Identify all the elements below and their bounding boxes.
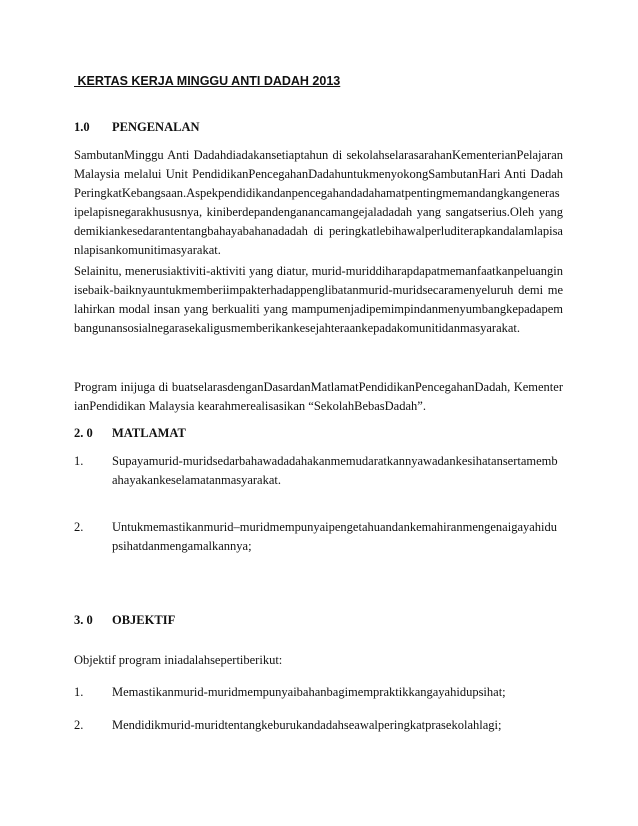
section-title: PENGENALAN [112, 120, 200, 134]
section-number: 2. 0 [74, 426, 93, 440]
paragraph-objektif-intro: Objektif program iniadalahsepertiberikut: [74, 653, 283, 667]
list-item-number: 2. [74, 520, 84, 534]
section-title: MATLAMAT [112, 426, 186, 440]
section-number: 3. 0 [74, 613, 93, 627]
list-item-number: 1. [74, 685, 84, 699]
paragraph-pengenalan-2: Selainitu, menerusiaktiviti-aktiviti yang diatur, murid-muriddiharapdapatmemanfaatkanpeluanginisebaik-baiknyauntukmemberiimpakterhadappenglibatanmurid-muridsecaramenyeluruh demi melahirkan modal insan yang berkualiti yang mampumenjadipemimpindanmenyumbangkepadapembangunansosialnegarasekaligusmemberikankesejahteraankepadakomunitidanmasyarakat. [74, 264, 563, 335]
list-item-number: 2. [74, 718, 84, 732]
list-item-number: 1. [74, 454, 84, 468]
section-heading-matlamat [74, 424, 186, 443]
section-title: OBJEKTIF [112, 613, 176, 627]
list-item-text: Mendidikmurid-muridtentangkeburukandadahseawalperingkatprasekolahlagi; [112, 718, 502, 732]
paragraph-pengenalan-1: SambutanMinggu Anti Dadahdiadakansetiaptahun di sekolahselarasarahanKementerianPelajaran Malaysia melalui Unit PendidikanPencegahanDadahuntukmenyokongSambutanHari Anti DadahPeringkatKebangsaan.Aspekpendidikandanpencegahandadahamatpentingmemandangkangenerasipelapisnegarakhususnya, kiniberdepandenganancamangejaladadah yang sangatserius.Oleh yang demikiankesedarantentangbahayabahanadadah di peringkatlebihawalperluditerapkandalamlapisanlapisankomunitimasyarakat. [74, 148, 563, 257]
list-item-text: Untukmemastikanmurid–muridmempunyaipengetahuandankemahiranmengenaigayahidupsihatdanmengamalkannya; [112, 520, 558, 553]
document-title: KERTAS KERJA MINGGU ANTI DADAH 2013 [74, 74, 341, 88]
section-number: 1.0 [74, 120, 90, 134]
section-heading-objektif [74, 611, 175, 630]
section-heading-pengenalan [74, 118, 200, 137]
paragraph-pengenalan-3: Program inijuga di buatselarasdenganDasardanMatlamatPendidikanPencegahanDadah, KementerianPendidikan Malaysia kearahmerealisasikan “SekolahBebasDadah”. [74, 380, 563, 413]
list-item-text: Memastikanmurid-muridmempunyaibahanbagimempraktikkangayahidupsihat; [112, 685, 506, 699]
list-item-text: Supayamurid-muridsedarbahawadadahakanmemudaratkannyawadankesihatansertamembahayakankeselamatanmasyarakat. [112, 454, 558, 487]
